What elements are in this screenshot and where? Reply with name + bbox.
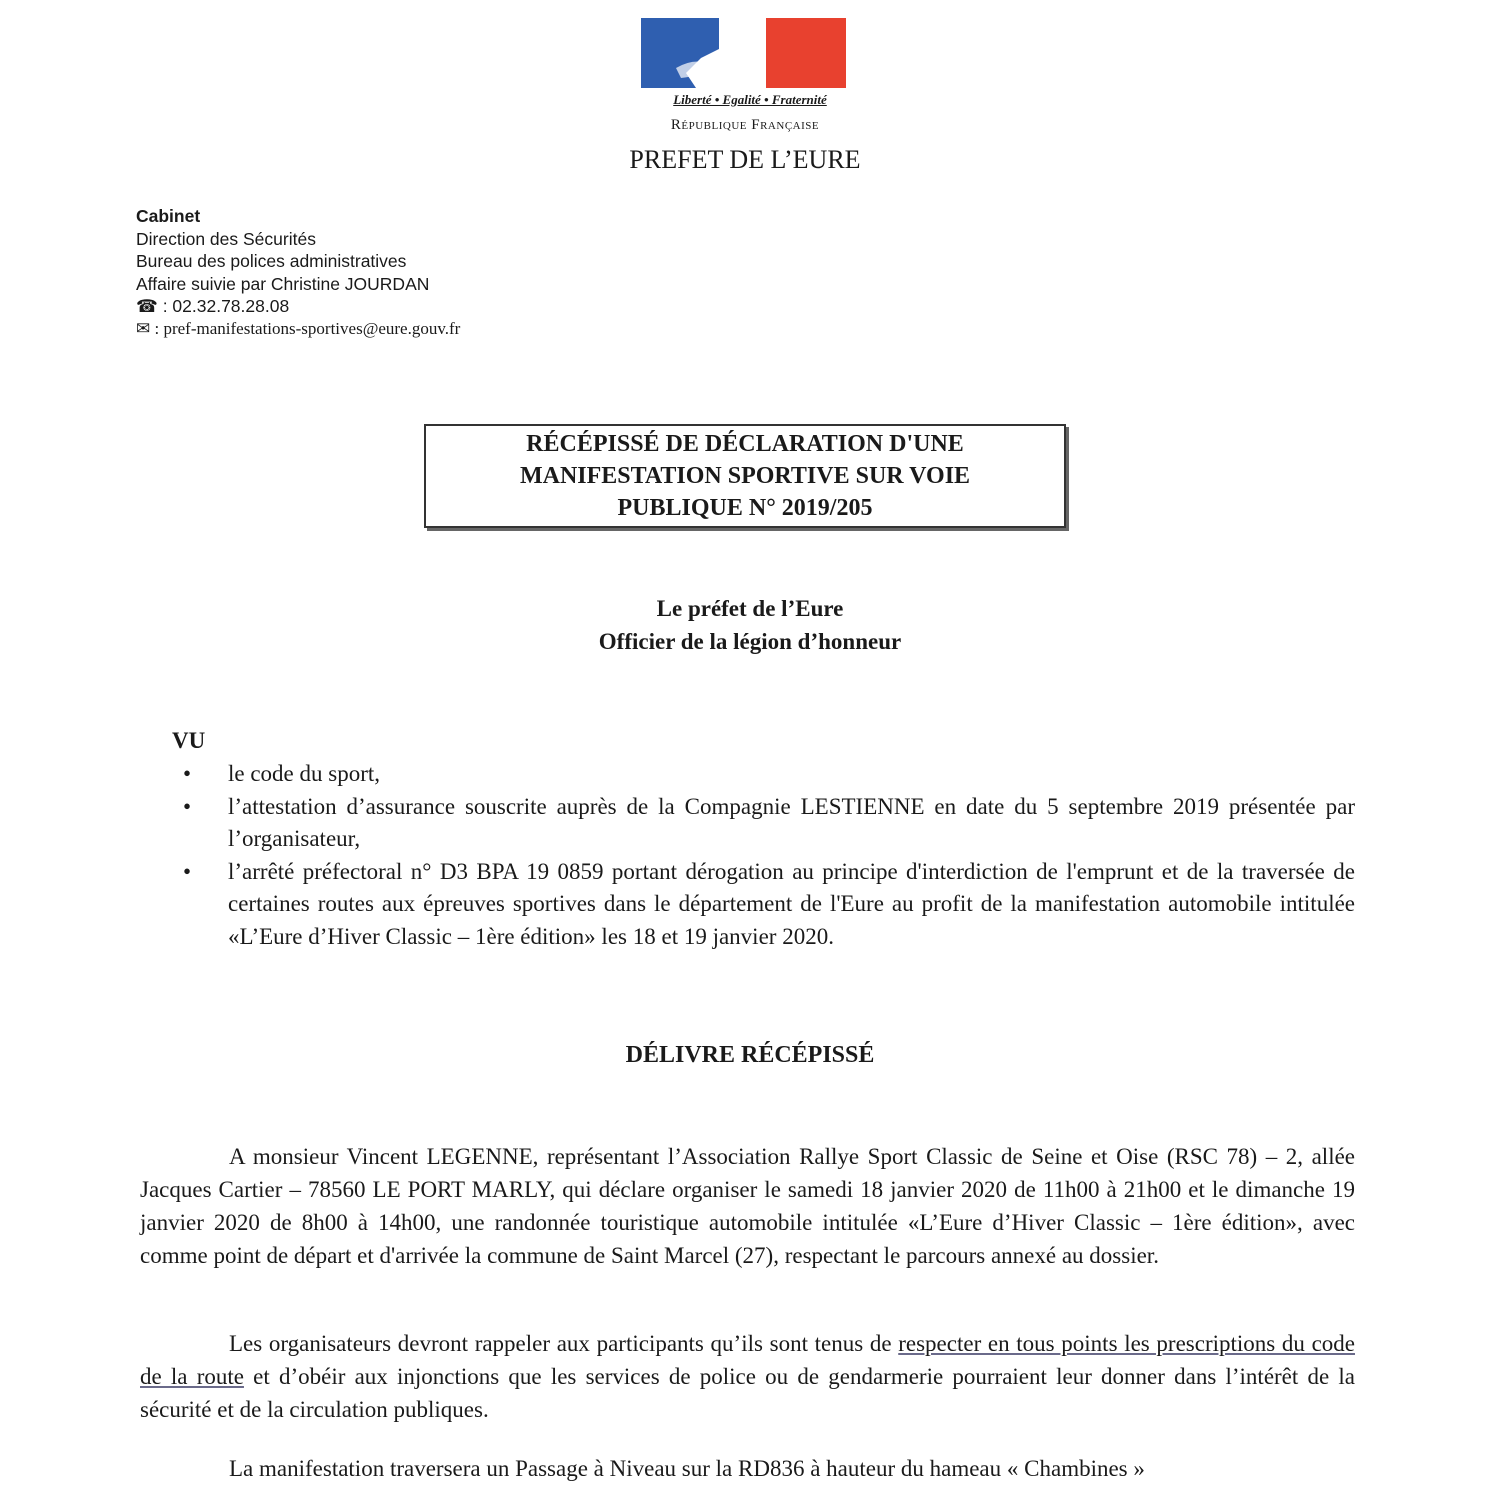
paragraph-obligations [140, 1327, 1355, 1426]
sender-phone: : 02.32.78.28.08 [162, 296, 290, 316]
republic-name: République Française [670, 117, 820, 133]
republic-motto: Liberté • Egalité • Fraternité [673, 92, 827, 107]
sender-service: Cabinet [136, 206, 201, 226]
vu-item: • l’attestation d’assurance souscrite auprès de la Compagnie LESTIENNE en date du 5 septembre 2019 présentée par l’organisateur, [183, 791, 1355, 856]
vu-item: • l’arrêté préfectoral n° D3 BPA 19 0859 portant dérogation au principe d'interdiction de l'emprunt et de la traversée de certaines routes aux épreuves sportives dans le département de l'Eure au profit de la manifestation automobile intitulée «L’Eure d’Hiver Classic – 1ère édition» les 18 et 19 janvier 2020. [183, 856, 1355, 954]
authority-title: Le préfet de l’Eure [656, 596, 844, 621]
marianne-logo [641, 18, 846, 88]
authority-block [400, 592, 1100, 658]
sender-email: : pref-manifestations-sportives@eure.gouv.fr [154, 318, 461, 338]
sender-contact: Affaire suivie par Christine JOURDAN [136, 273, 430, 294]
decision-heading: DÉLIVRE RÉCÉPISSÉ [625, 1042, 875, 1068]
vu-label: VU [172, 728, 206, 753]
email-icon: ✉ [136, 318, 151, 338]
sender-phone-row [136, 295, 460, 318]
text-run: et d’obéir aux injonctions que les services de police ou de gendarmerie pourraient leur donner dans l’intérêt de la sécurité et de la circulation publiques. [140, 1364, 1355, 1422]
title-line: PUBLIQUE N° 2019/205 [617, 495, 873, 521]
text-run: Les organisateurs devront rappeler aux participants qu’ils sont tenus de [229, 1331, 899, 1356]
sender-block [136, 205, 460, 340]
phone-icon: ☎ [136, 296, 158, 316]
underlined-text: respecter en tous points les prescriptions du code de la route [140, 1331, 1355, 1389]
vu-item: • le code du sport, [183, 758, 1355, 791]
sender-bureau: Bureau des polices administratives [136, 251, 407, 271]
paragraph-level-crossing: La manifestation traversera un Passage à Niveau sur la RD836 à hauteur du hameau « Chambines » [229, 1456, 1145, 1481]
sender-email-row [136, 318, 460, 341]
vu-list [183, 758, 1355, 953]
document-title-box [424, 424, 1066, 528]
sender-direction: Direction des Sécurités [136, 228, 316, 249]
prefecture-name: PREFET DE L’EURE [629, 145, 861, 174]
title-line: MANIFESTATION SPORTIVE SUR VOIE [519, 463, 971, 489]
authority-honor: Officier de la légion d’honneur [598, 629, 902, 654]
paragraph-recipient: A monsieur Vincent LEGENNE, représentant l’Association Rallye Sport Classic de Seine et Oise (RSC 78) – 2, allée Jacques Cartier – 78560 LE PORT MARLY, qui déclare organiser le samedi 18 janvier 2020 de 11h00 à 21h00 et le dimanche 19 janvier 2020 de 8h00 à 14h00, une randonnée touristique automobile intitulée «L’Eure d’Hiver Classic – 1ère édition», avec comme point de départ et d'arrivée la commune de Saint Marcel (27), respectant le parcours annexé au dossier. [140, 1144, 1355, 1268]
title-line: RÉCÉPISSÉ DE DÉCLARATION D'UNE [526, 431, 964, 457]
